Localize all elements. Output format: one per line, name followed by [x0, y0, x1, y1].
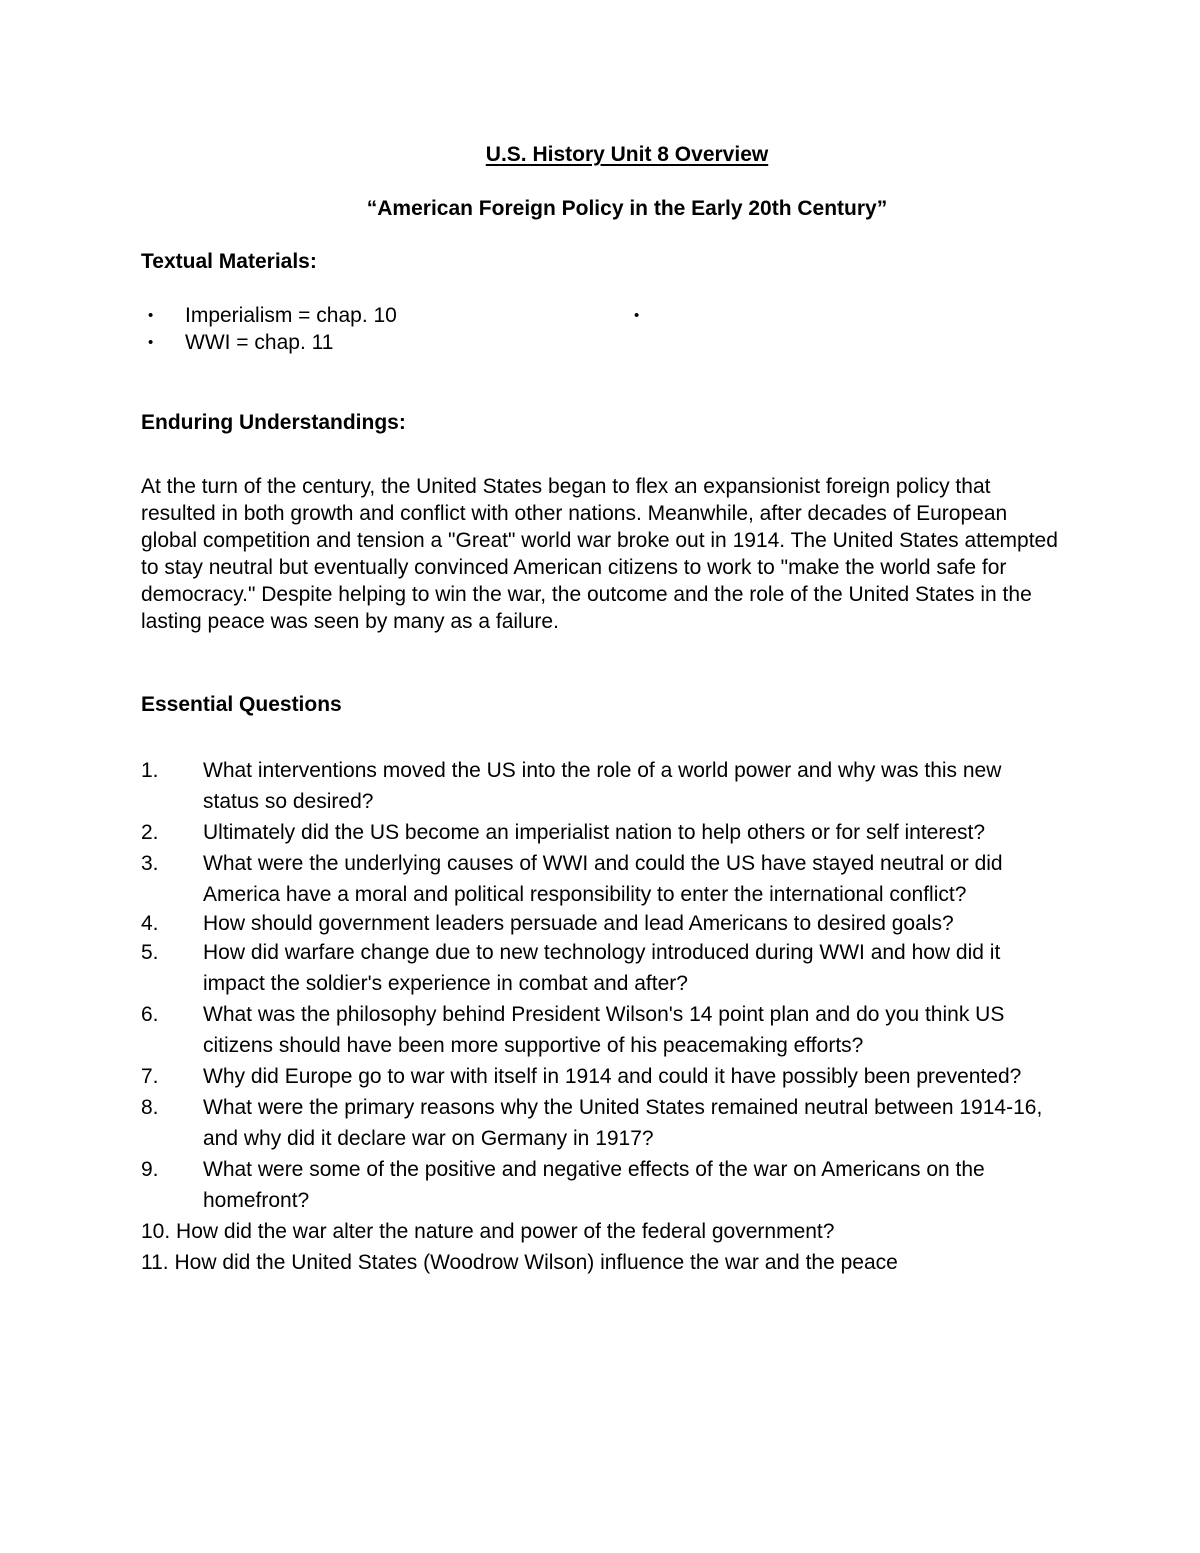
- question-number: 8.: [141, 1096, 159, 1119]
- question-number: 7.: [141, 1065, 159, 1088]
- question-number: 4.: [141, 912, 159, 935]
- question-number: 6.: [141, 1003, 159, 1026]
- essential-questions-heading: Essential Questions: [141, 693, 342, 716]
- question-number: 2.: [141, 821, 159, 844]
- question-item: [141, 1247, 1061, 1278]
- question-text: What were some of the positive and negative effects of the war on Americans on the homefront?: [203, 1158, 985, 1212]
- question-item: [141, 1061, 1061, 1092]
- question-item: [141, 817, 1061, 848]
- question-number: 5.: [141, 941, 159, 964]
- question-item: [141, 848, 1061, 910]
- question-number: 1.: [141, 759, 159, 782]
- question-text: Why did Europe go to war with itself in 1914 and could it have possibly been prevented?: [203, 1065, 1022, 1088]
- question-text: What were the underlying causes of WWI and could the US have stayed neutral or did America have a moral and political responsibility to enter the international conflict?: [203, 852, 1003, 906]
- question-number: 9.: [141, 1158, 159, 1181]
- textual-materials-heading: Textual Materials:: [141, 250, 317, 273]
- question-text: How did warfare change due to new technology introduced during WWI and how did it impact the soldier's experience in combat and after?: [203, 941, 1001, 995]
- question-number: 11.: [141, 1251, 169, 1274]
- question-text: How did the United States (Woodrow Wilson) influence the war and the peace: [174, 1251, 898, 1274]
- question-item: [141, 1216, 1061, 1247]
- question-text: What were the primary reasons why the United States remained neutral between 1914-16, and why did it declare war on Germany in 1917?: [203, 1096, 1043, 1150]
- bullet-icon: •: [148, 334, 154, 351]
- question-item: [141, 1092, 1061, 1154]
- enduring-understandings-heading: Enduring Understandings:: [141, 411, 406, 434]
- bullet-icon: •: [148, 307, 154, 324]
- question-item: [141, 937, 1061, 999]
- question-text: What was the philosophy behind President Wilson's 14 point plan and do you think US citizens should have been more supportive of his peacemaking efforts?: [203, 1003, 1005, 1057]
- textual-material-item: WWI = chap. 11: [185, 331, 334, 354]
- question-item: [141, 910, 1003, 937]
- document-subtitle: “American Foreign Policy in the Early 20th Century”: [366, 197, 888, 220]
- enduring-understandings-text: At the turn of the century, the United States began to flex an expansionist foreign policy that resulted in both growth and conflict with other nations. Meanwhile, after decades of European global competition and tension a "Great" world war broke out in 1914. The United States attempted to stay neutral but eventually convinced American citizens to work to "make the world safe for democracy." Despite helping to win the war, the outcome and the role of the United States in the lasting peace was seen by many as a failure.: [141, 475, 1058, 634]
- question-item: [141, 1154, 1061, 1216]
- question-number: 3.: [141, 852, 159, 875]
- essential-questions-list: [141, 755, 1061, 1278]
- question-text: How did the war alter the nature and power of the federal government?: [176, 1220, 835, 1243]
- question-number: 10.: [141, 1220, 171, 1243]
- textual-material-item: Imperialism = chap. 10: [185, 304, 397, 327]
- question-text: What interventions moved the US into the role of a world power and why was this new status so desired?: [203, 759, 1002, 813]
- bullet-icon: •: [634, 307, 640, 324]
- question-item: [141, 755, 1061, 817]
- question-text: Ultimately did the US become an imperialist nation to help others or for self interest?: [203, 821, 986, 844]
- question-text: How should government leaders persuade and lead Americans to desired goals?: [203, 912, 954, 935]
- question-item: [141, 999, 1061, 1061]
- document-title: U.S. History Unit 8 Overview: [485, 143, 769, 166]
